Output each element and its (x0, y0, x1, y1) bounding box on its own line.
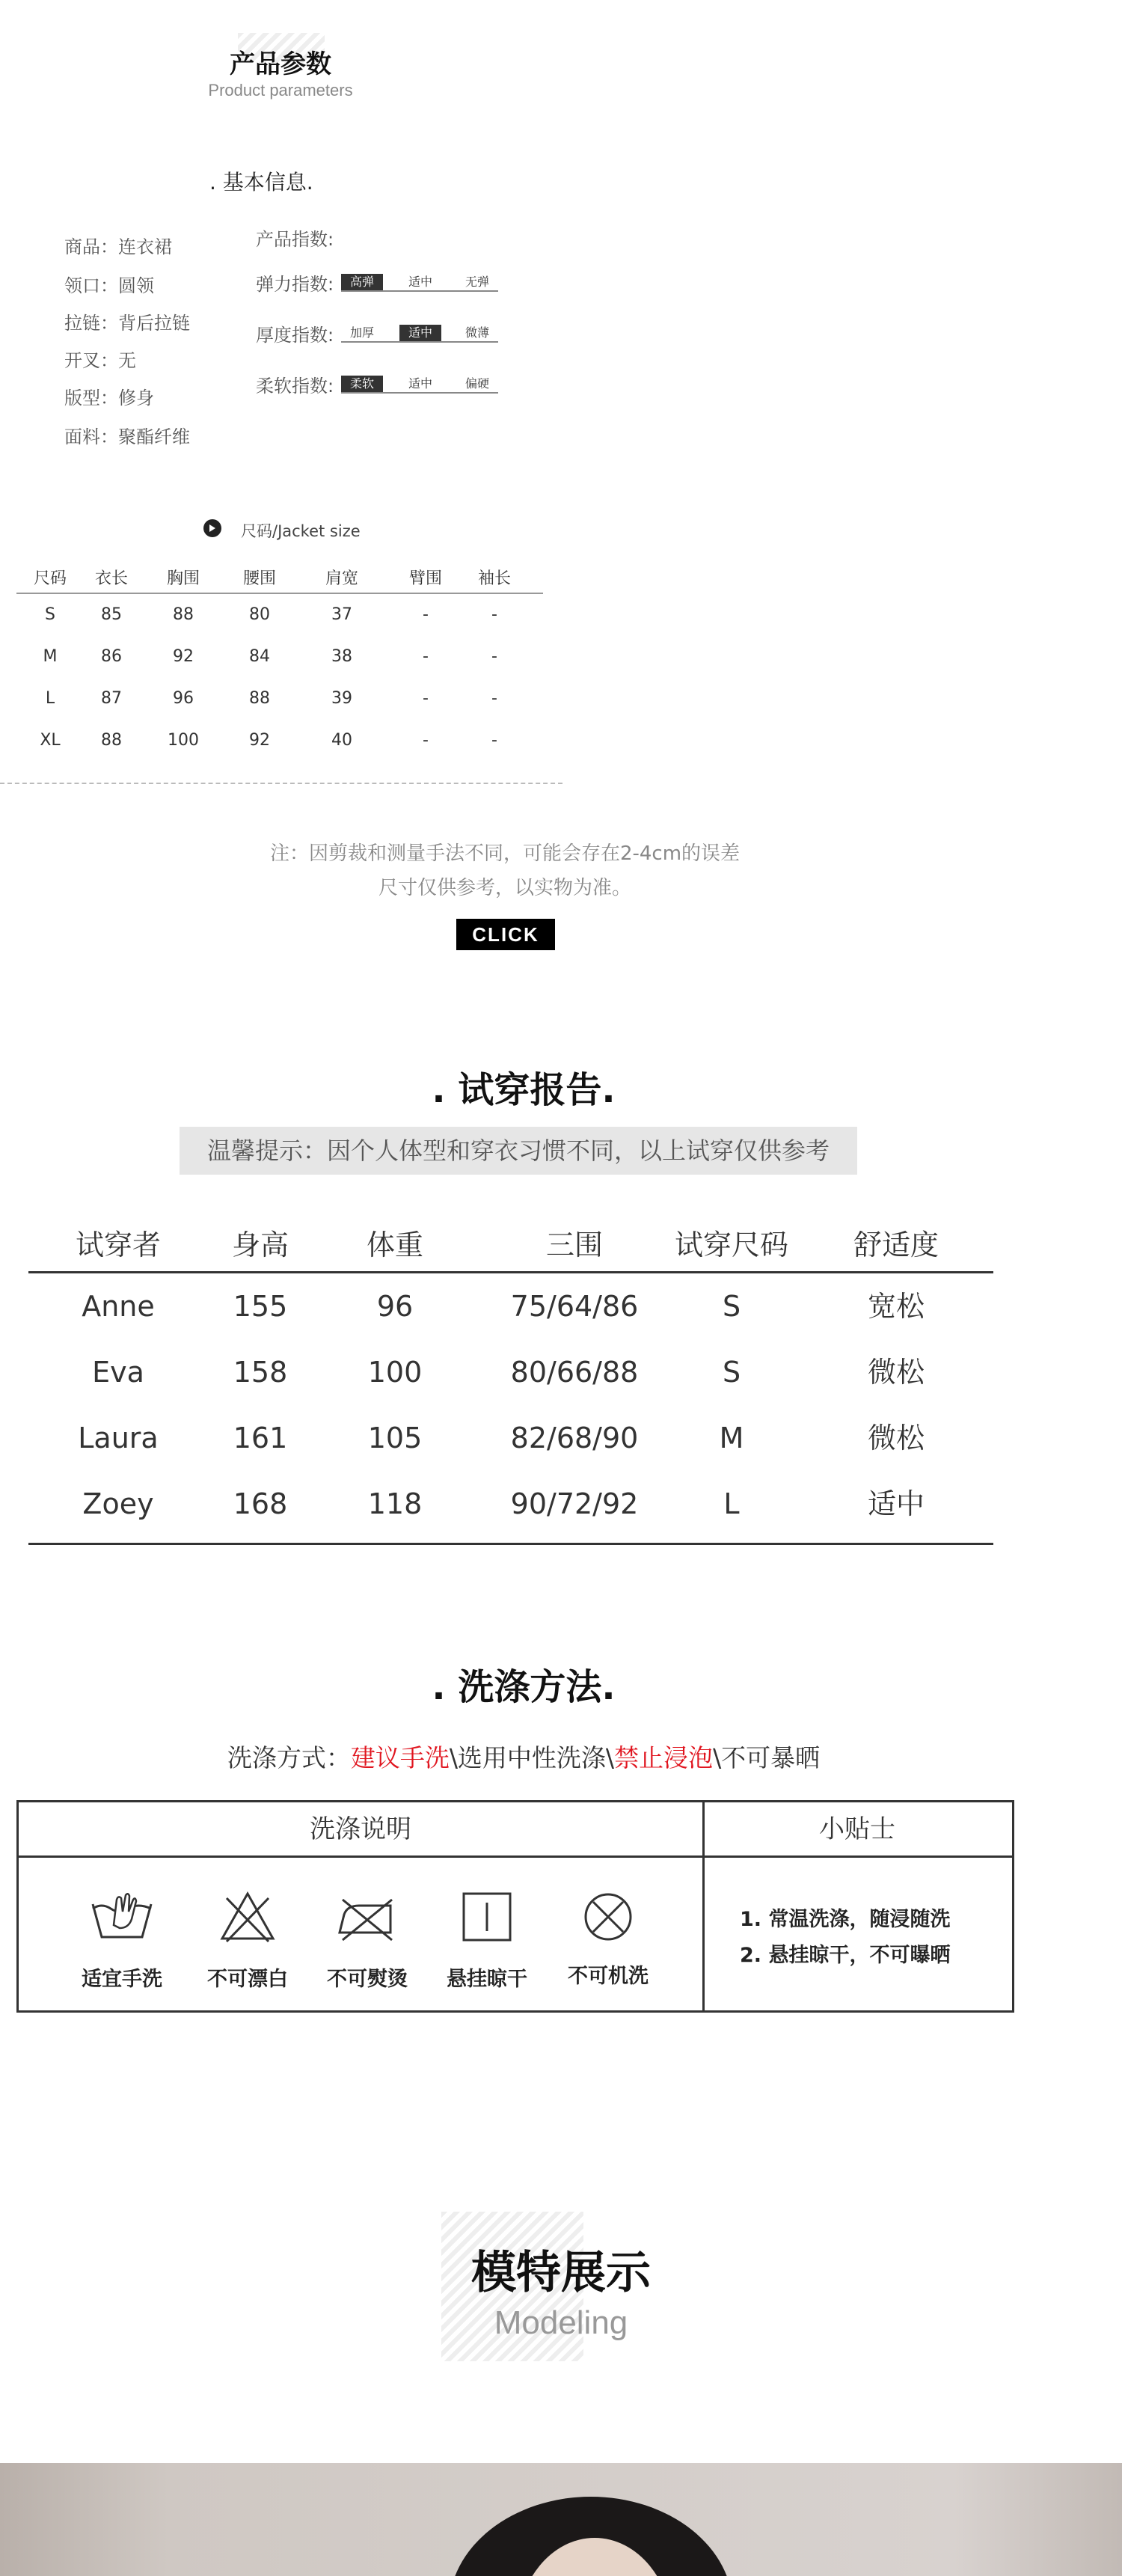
no-machine-wash-icon (571, 1889, 646, 1949)
hand-wash-icon (85, 1889, 159, 1949)
click-button[interactable]: CLICK (456, 919, 555, 950)
try-cell: S (722, 1356, 741, 1389)
index-option: 微薄 (465, 325, 489, 340)
table-row (16, 594, 543, 636)
try-cell: 微松 (867, 1356, 925, 1389)
try-cell: S (722, 1290, 741, 1323)
size-heading-text: 尺码/Jacket size (241, 522, 361, 540)
try-col-header: 舒适度 (853, 1229, 939, 1261)
wash-instructions-box (16, 1800, 1014, 2013)
wash-box-divider (702, 1802, 705, 2010)
try-col-header: 体重 (366, 1229, 423, 1261)
wash-method-hand: 建议手洗 (350, 1743, 450, 1772)
size-cell: - (491, 605, 497, 624)
try-col-header: 试穿者 (75, 1229, 161, 1261)
try-col-header: 身高 (231, 1229, 289, 1261)
basic-item: 领口：圆领 (64, 275, 154, 296)
size-cell: 88 (249, 689, 270, 708)
wash-method-end: \不可暴晒 (713, 1743, 821, 1772)
size-cell: 85 (101, 605, 122, 624)
try-col-header: 试穿尺码 (674, 1229, 788, 1261)
try-on-table-header (28, 1217, 993, 1273)
wash-header-right: 小贴士 (819, 1814, 895, 1844)
params-title: 产品参数 (230, 49, 331, 79)
play-icon (203, 519, 221, 537)
model-subtitle: Modeling (494, 2304, 628, 2341)
try-cell: 82/68/90 (510, 1422, 639, 1454)
index-label: 柔软指数: (256, 376, 334, 397)
index-option: 适中 (408, 376, 432, 391)
no-iron-icon (328, 1889, 403, 1949)
wash-label: 不可熨烫 (327, 1968, 408, 1991)
try-cell: 75/64/86 (510, 1290, 639, 1323)
try-cell: L (723, 1487, 740, 1520)
size-table (16, 564, 543, 762)
try-cell: Anne (82, 1290, 155, 1323)
try-cell: 90/72/92 (510, 1487, 639, 1520)
table-row (16, 678, 543, 720)
size-col-header: 臂围 (408, 569, 442, 588)
model-photo (0, 2463, 1122, 2576)
try-col-header: 三围 (545, 1229, 603, 1261)
try-cell: 118 (367, 1487, 423, 1520)
size-cell: XL (40, 731, 61, 750)
try-cell: 155 (233, 1290, 288, 1323)
size-cell: 92 (173, 647, 194, 666)
size-cell: - (491, 647, 497, 666)
try-cell: 80/66/88 (510, 1356, 639, 1389)
wash-label: 不可漂白 (207, 1968, 288, 1991)
try-cell: 适中 (867, 1487, 925, 1520)
try-cell: Laura (78, 1422, 159, 1454)
size-cell: - (423, 689, 429, 708)
size-cell: M (43, 647, 58, 666)
basic-item: 面料：聚酯纤维 (64, 426, 190, 447)
try-cell: 161 (233, 1422, 288, 1454)
dashed-divider (0, 783, 562, 784)
size-cell: - (423, 647, 429, 666)
wash-label: 适宜手洗 (82, 1968, 162, 1991)
hang-dry-icon (450, 1889, 524, 1949)
size-note-line1: 注：因剪裁和测量手法不同，可能会存在2-4cm的误差 (269, 842, 741, 865)
size-col-header: 腰围 (242, 569, 276, 588)
size-col-header: 肩宽 (325, 569, 358, 588)
try-cell: 100 (367, 1356, 423, 1389)
basic-item: 商品：连衣裙 (64, 236, 172, 257)
size-cell: S (45, 605, 55, 624)
size-col-header: 袖长 (477, 569, 511, 588)
try-cell: 158 (233, 1356, 288, 1389)
try-cell: 宽松 (867, 1290, 925, 1323)
try-cell: 微松 (867, 1422, 925, 1454)
try-cell: 168 (233, 1487, 288, 1520)
size-cell: 84 (249, 647, 270, 666)
index-scale (341, 376, 498, 394)
wash-method-detergent: \选用中性洗涤\ (449, 1743, 615, 1772)
model-title: 模特展示 (471, 2247, 651, 2299)
wash-label: 悬挂晾干 (447, 1968, 527, 1991)
size-cell: L (45, 689, 55, 708)
try-on-table (28, 1217, 993, 1537)
tip-item: 1. 常温洗涤，随浸随洗 (740, 1908, 951, 1931)
size-col-header: 衣长 (94, 569, 128, 588)
try-on-tip: 温馨提示：因个人体型和穿衣习惯不同，以上试穿仅供参考 (180, 1127, 857, 1175)
index-option: 适中 (408, 275, 432, 289)
index-label: 弹力指数: (256, 274, 334, 295)
table-row (28, 1471, 993, 1537)
basic-info-title: . 基本信息. (209, 170, 313, 195)
size-cell: 40 (331, 731, 352, 750)
tip-item: 2. 悬挂晾干，不可曝晒 (740, 1944, 951, 1967)
basic-item: 版型：修身 (64, 388, 154, 409)
wash-method-nosoak: 禁止浸泡 (614, 1743, 714, 1772)
size-cell: - (491, 731, 497, 750)
size-col-header: 尺码 (33, 569, 67, 588)
try-cell: 96 (376, 1290, 414, 1323)
index-option: 加厚 (349, 325, 374, 340)
index-title: 产品指数: (256, 229, 334, 250)
index-label: 厚度指数: (256, 325, 334, 346)
size-note-line2: 尺寸仅供参考，以实物为准。 (378, 877, 631, 899)
index-scale (341, 325, 498, 343)
wash-box-header (19, 1802, 1012, 1858)
try-cell: Eva (92, 1356, 144, 1389)
size-cell: 37 (331, 605, 352, 624)
wash-title: . 洗涤方法. (432, 1666, 616, 1708)
index-scale (341, 274, 498, 292)
wash-method-prefix: 洗涤方式： (227, 1743, 351, 1772)
index-option: 偏硬 (465, 376, 489, 391)
wash-header-left: 洗涤说明 (310, 1814, 411, 1844)
basic-item: 开叉：无 (64, 350, 136, 371)
size-cell: 88 (101, 731, 122, 750)
size-cell: 39 (331, 689, 352, 708)
try-cell: 105 (367, 1422, 423, 1454)
table-row (28, 1273, 993, 1339)
index-option: 高弹 (341, 274, 383, 290)
table-row (16, 720, 543, 762)
try-cell: Zoey (82, 1487, 154, 1520)
size-cell: - (491, 689, 497, 708)
table-row (28, 1405, 993, 1471)
size-cell: 38 (331, 647, 352, 666)
basic-item: 拉链：背后拉链 (64, 313, 190, 334)
no-bleach-icon (210, 1889, 285, 1949)
wash-label: 不可机洗 (568, 1965, 649, 1988)
size-table-header (16, 564, 543, 594)
index-option: 适中 (399, 325, 441, 341)
table-row (28, 1339, 993, 1405)
size-cell: - (423, 731, 429, 750)
size-cell: 87 (101, 689, 122, 708)
try-cell: M (719, 1422, 744, 1454)
size-cell: 96 (173, 689, 194, 708)
size-col-header: 胸围 (166, 569, 200, 588)
params-subtitle: Product parameters (208, 81, 353, 100)
size-cell: 92 (249, 731, 270, 750)
size-cell: 86 (101, 647, 122, 666)
table-row (16, 636, 543, 678)
index-option: 柔软 (341, 376, 383, 392)
wash-method-line (150, 1739, 898, 1774)
try-on-title: . 试穿报告. (432, 1069, 616, 1111)
size-cell: 100 (168, 731, 199, 750)
size-cell: 88 (173, 605, 194, 624)
try-table-bottom-rule (28, 1543, 993, 1545)
size-cell: 80 (249, 605, 270, 624)
size-cell: - (423, 605, 429, 624)
index-option: 无弹 (465, 275, 489, 289)
